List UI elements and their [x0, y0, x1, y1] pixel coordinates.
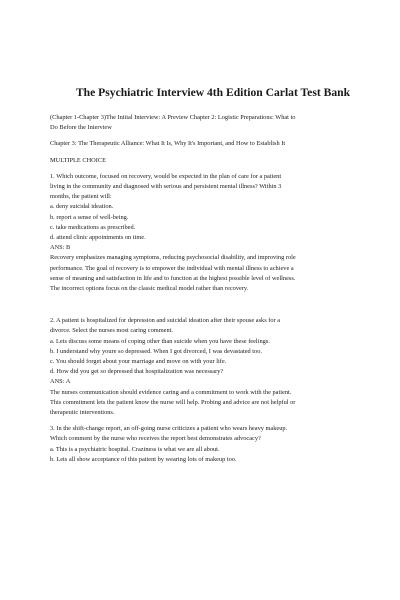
stem-line: Which comment by the nurse who receives the report best demonstrates advocacy?: [50, 435, 261, 443]
option-b: b. I understand why youre so depressed. When I got divorced, I was devastated too.: [50, 347, 262, 355]
option-a: a. This is a psychiatric hospital. Craziness is what we are all about.: [50, 445, 220, 453]
question-2-stem: [50, 316, 372, 336]
question-3: [50, 424, 372, 465]
question-3-stem: [50, 424, 372, 444]
question-2-answer: ANS: A: [50, 378, 71, 386]
stem-line: 1. Which outcome, focused on recovery, would be expected in the plan of care for a patient: [50, 172, 282, 180]
chapters-line: [50, 113, 372, 133]
question-2-rationale: [50, 388, 372, 419]
rationale-line: performance. The goal of recovery is to empower the individual with mental illness to achieve a: [50, 264, 294, 272]
question-1-rationale: [50, 253, 372, 294]
option-c: c. take medications as prescribed.: [50, 223, 136, 231]
question-1-options: [50, 202, 372, 243]
rationale-line: The nurses communication should evidence caring and a commitment to work with the patient.: [50, 388, 292, 396]
rationale-line: sense of meaning and satisfaction in life and to function at the highest possible level of wellness.: [50, 274, 296, 282]
option-a: a. Lets discuss some means of coping other than suicide when you have these feelings.: [50, 337, 270, 345]
option-b: b. report a sense of well-being.: [50, 213, 129, 221]
stem-line: divorce. Select the nurses most caring comment.: [50, 327, 173, 335]
rationale-line: The incorrect options focus on the classic medical model rather than recovery.: [50, 285, 249, 293]
question-2: [50, 316, 372, 418]
rationale-line: Recovery emphasizes managing symptoms, reducing psychosocial disability, and improving role: [50, 254, 296, 262]
rationale-line: therapeutic interventions.: [50, 409, 115, 417]
chapters-line-2: Do Before the Interview: [50, 124, 112, 132]
option-d: d. attend clinic appointments on time.: [50, 234, 146, 242]
stem-line: months, the patient will:: [50, 193, 112, 201]
stem-line: 3. In the shift-change report, an off-going nurse criticizes a patient who wears heavy makeup.: [50, 425, 288, 433]
question-1: [50, 172, 372, 294]
chapter-3-line: Chapter 3: The Therapeutic Alliance: What It Is, Why It's Important, and How to Establish It: [50, 140, 286, 148]
rationale-line: This commitment lets the patient know the nurse will help. Probing and advice are not helpful or: [50, 398, 296, 406]
section-heading: MULTIPLE CHOICE: [50, 156, 106, 164]
document-title: The Psychiatric Interview 4th Edition Carlat Test Bank: [75, 86, 351, 99]
option-b: b. Lets all show acceptance of this patient by wearing lots of makeup too.: [50, 455, 237, 463]
option-d: d. How did you get so depressed that hospitalization was necessary?: [50, 368, 224, 376]
stem-line: 2. A patient is hospitalized for depression and suicidal ideation after their spouse asks for a: [50, 317, 281, 325]
question-3-options: [50, 445, 372, 465]
option-c: c. You should forget about your marriage and move on with your life.: [50, 358, 227, 366]
stem-line: living in the community and diagnosed with serious and persistent mental illness? Within 3: [50, 183, 282, 191]
question-1-answer: ANS: B: [50, 244, 71, 252]
question-2-options: [50, 337, 372, 378]
chapters-line-1: (Chapter 1-Chapter 3)The Initial Interview: A Preview Chapter 2: Logistic Preparations: What to: [50, 114, 296, 121]
question-1-stem: [50, 172, 372, 203]
option-a: a. deny suicidal ideation.: [50, 203, 114, 211]
spacer: [50, 294, 372, 316]
